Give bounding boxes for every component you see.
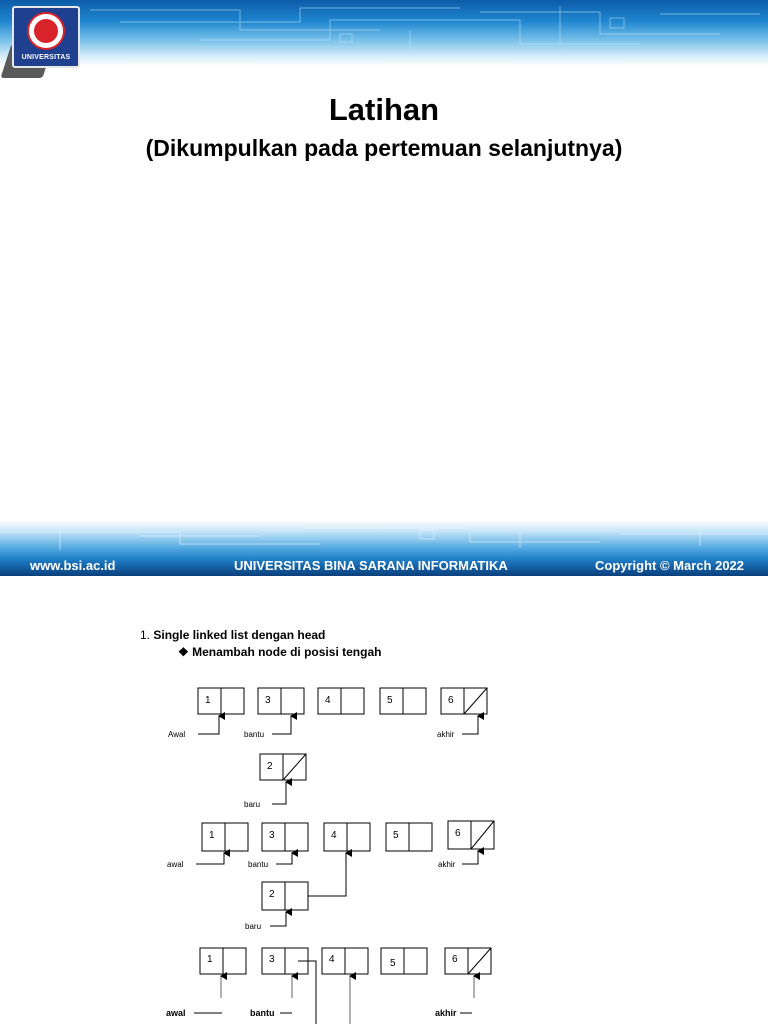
footer-website-link[interactable]: www.bsi.ac.id (30, 558, 116, 573)
step1-node-6-value: 6 (448, 695, 454, 706)
step1-node-5-value: 5 (387, 695, 393, 706)
step1-nodes (198, 688, 487, 804)
step2-node-1-value: 1 (209, 830, 215, 841)
bullet-point: ❖ Menambah node di posisi tengah (178, 645, 382, 659)
step2-label-bantu: bantu (248, 860, 269, 869)
slide-subheading: (Dikumpulkan pada pertemuan selanjutnya) (145, 135, 623, 161)
question-text: Single linked list dengan head (153, 628, 326, 642)
step1-texts (168, 695, 455, 809)
step3-node-4-value: 4 (329, 954, 335, 965)
logo-label: UNIVERSITAS (21, 54, 71, 61)
step1-node-4-value: 4 (325, 695, 331, 706)
header-band (0, 0, 768, 66)
step1-label-bantu: bantu (244, 730, 265, 739)
question-number: 1. (140, 628, 151, 642)
step1-new-node-value: 2 (267, 761, 273, 772)
slide-exercise (0, 600, 768, 1024)
step2-node-4-value: 4 (331, 830, 337, 841)
step3-label-bantu: bantu (250, 1008, 275, 1018)
step3-label-akhir: akhir (435, 1008, 457, 1018)
step2-nodes (196, 821, 494, 926)
step3-node-1-value: 1 (207, 954, 213, 965)
step3-label-awal: awal (166, 1008, 186, 1018)
emblem-icon (27, 12, 65, 50)
step2-label-baru: baru (245, 922, 262, 931)
step2-node-6-value: 6 (455, 828, 461, 839)
step3-node-5-value: 5 (390, 958, 396, 969)
step1-node-3-value: 3 (265, 695, 271, 706)
step1-label-baru: baru (244, 800, 261, 809)
step2-texts (167, 828, 461, 931)
step2-label-awal: awal (167, 860, 184, 869)
step3-node-3-value: 3 (269, 954, 275, 965)
university-logo (12, 6, 80, 68)
step2-node-5-value: 5 (393, 830, 399, 841)
step1-label-awal: Awal (168, 730, 186, 739)
step2-new-node-value: 2 (269, 889, 275, 900)
footer-copyright: Copyright © March 2022 (595, 558, 745, 573)
step3-node-6-value: 6 (452, 954, 458, 965)
linked-list-diagram (0, 600, 768, 1024)
header-circuit-pattern (0, 0, 768, 66)
step3-texts (166, 954, 458, 1018)
step2-node-3-value: 3 (269, 830, 275, 841)
footer-band (0, 520, 768, 576)
footer-university-name: UNIVERSITAS BINA SARANA INFORMATIKA (234, 558, 508, 573)
step1-label-akhir: akhir (437, 730, 455, 739)
slide-heading: Latihan (328, 92, 440, 127)
step1-node-1-value: 1 (205, 695, 211, 706)
step2-label-akhir: akhir (438, 860, 456, 869)
